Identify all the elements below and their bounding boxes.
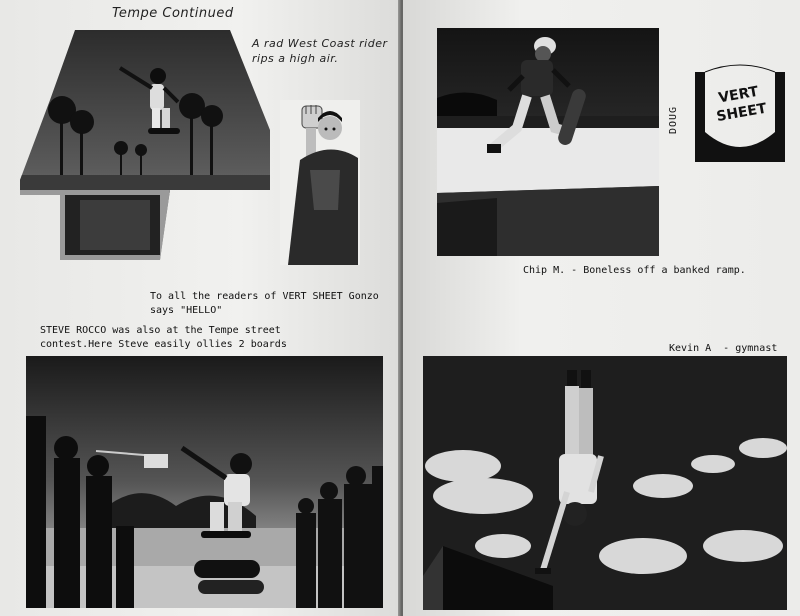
- doug-vertical-label: DOUG: [668, 105, 679, 134]
- gonzo-hello-text: To all the readers of VERT SHEET Gonzo says "HELLO": [150, 291, 379, 316]
- vert-sheet-logo: [691, 62, 789, 164]
- chip-caption: Chip M. - Boneless off a banked ramp.: [523, 265, 746, 276]
- kevin-caption: Kevin A - gymnast: [669, 343, 778, 354]
- rocco-ollie-photo: [26, 356, 383, 608]
- high-air-photo: [20, 30, 275, 260]
- kevin-handstand-photo: [423, 356, 787, 610]
- gonzo-photo: [280, 100, 360, 265]
- high-air-handwritten-caption: A rad West Coast rider rips a high air.: [252, 37, 388, 65]
- right-page: [403, 0, 800, 616]
- tempe-header: Tempe Continued: [112, 6, 234, 21]
- rocco-caption: STEVE ROCCO was also at the Tempe street contest.Here Steve easily ollies 2 boards: [40, 325, 287, 350]
- chip-boneless-photo: [437, 28, 659, 256]
- vert-sheet-logo-text: VERT SHEET: [715, 83, 768, 126]
